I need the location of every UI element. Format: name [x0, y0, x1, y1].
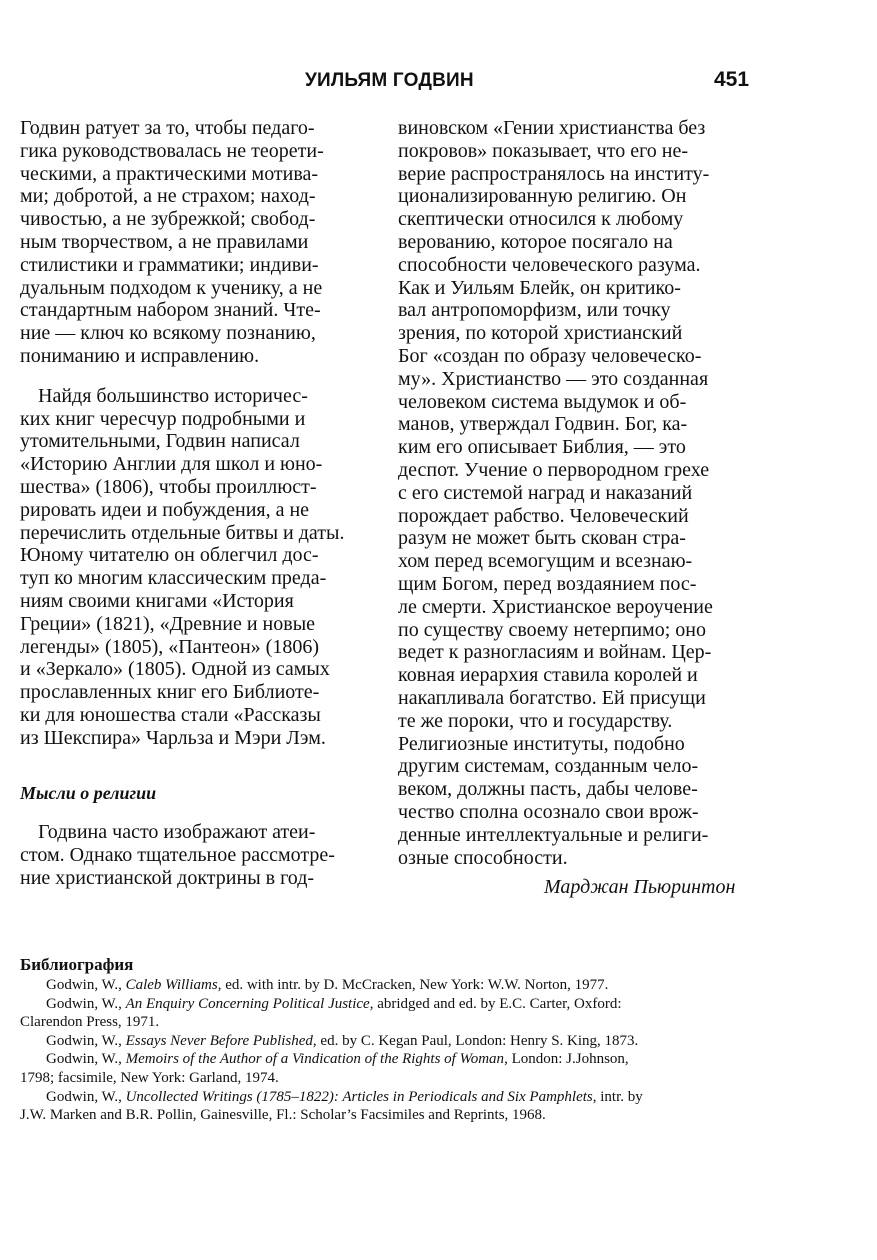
bibliography-entry	[20, 1050, 760, 1087]
entry-first-line	[20, 995, 760, 1014]
text-line: и «Зеркало» (1805). Одной из самых	[20, 658, 330, 681]
text-line: перечислить отдельные битвы и даты.	[20, 521, 345, 544]
text-line: верованию, которое посягало на	[398, 230, 673, 253]
text-line: виновском «Гении христианства без	[398, 117, 706, 139]
text-line: порождает рабство. Человеческий	[398, 504, 689, 527]
text-line: Как и Уильям Блейк, он критико-	[398, 276, 681, 299]
bibliography-entry	[20, 1088, 760, 1125]
text-line: туп ко многим классическим преда-	[20, 567, 327, 590]
text-line: по существу своему нетерпимо; оно	[398, 618, 706, 641]
text-line: веком, должны пасть, дабы челове-	[398, 778, 698, 801]
entry-first-line	[20, 1088, 760, 1107]
text-line: Религиозные институты, подобно	[398, 732, 685, 755]
entry-first-line	[20, 1050, 760, 1069]
text-line: Юному читателю он облегчил дос-	[20, 544, 319, 567]
bibliography-heading: Библиография	[20, 955, 134, 974]
text-line: утомительными, Годвин написал	[20, 430, 300, 453]
right-column	[398, 117, 756, 869]
text-line: ким его описывает Библия, — это	[398, 436, 686, 459]
text-line: Бог «создан по образу человеческо-	[398, 344, 702, 367]
text-line: му». Христианство — это созданная	[398, 367, 709, 390]
text-line: деспот. Учение о первородном грехе	[398, 458, 710, 481]
text-line: дуальным подходом к ученику, а не	[20, 276, 323, 299]
text-line: с его системой наград и наказаний	[398, 481, 693, 504]
text-line: способности человеческого разума.	[398, 253, 701, 276]
text-line: ми; добротой, а не страхом; наход-	[20, 185, 316, 208]
entry-details: , intr. by	[592, 1088, 643, 1105]
text-line: зрения, по которой христианский	[398, 322, 683, 345]
text-line: гика руководствовалась не теорети-	[20, 139, 324, 162]
text-line: другим системам, созданным чело-	[398, 755, 699, 778]
running-title: УИЛЬЯМ ГОДВИН	[305, 70, 474, 91]
entry-first-line	[20, 976, 760, 995]
left-column	[20, 117, 365, 890]
entry-continuation: J.W. Marken and B.R. Pollin, Gainesville, Fl.: Scholar’s Facsimiles and Reprints, 1968.	[20, 1107, 546, 1124]
text-line: ние — ключ ко всякому познанию,	[20, 322, 316, 345]
entry-author: Godwin, W.,	[46, 1032, 126, 1049]
text-line: стом. Однако тщательное рассмотре-	[20, 844, 335, 867]
text-line: Годвина часто изображают атеи-	[38, 821, 316, 844]
text-line: покровов» показывает, что его не-	[398, 139, 689, 162]
entry-title: Uncollected Writings (1785–1822): Articles in Periodicals and Six Pamphlets	[125, 1088, 593, 1105]
bibliography-entry	[20, 976, 760, 995]
article-author: Марджан Пьюринтон	[544, 876, 736, 898]
text-line: «Историю Англии для школ и юно-	[20, 453, 323, 476]
entry-title: Caleb Williams	[125, 977, 218, 993]
text-line: те же пороки, что и государству.	[398, 709, 673, 732]
entry-details: , ed. by C. Kegan Paul, London: Henry S. King, 1873.	[312, 1032, 639, 1049]
entry-author: Godwin, W.,	[46, 977, 126, 993]
entry-continuation: 1798; facsimile, New York: Garland, 1974.	[20, 1069, 279, 1086]
entry-author: Godwin, W.,	[46, 1088, 126, 1105]
section-gap	[20, 804, 365, 821]
entry-title: Essays Never Before Published	[125, 1032, 313, 1049]
text-line: денные интеллектуальные и религи-	[398, 823, 709, 846]
text-line: хом перед всемогущим и всезнаю-	[398, 550, 693, 573]
text-line: легенды» (1805), «Пантеон» (1806)	[20, 635, 319, 658]
text-line: ческими, а практическими мотива-	[20, 162, 319, 185]
section-gap	[20, 750, 365, 782]
text-line: чивостью, а не зубрежкой; свобод-	[20, 208, 316, 231]
entry-author: Godwin, W.,	[46, 1051, 126, 1068]
text-line: стилистики и грамматики; индиви-	[20, 253, 319, 276]
text-line: ковная иерархия ставила королей и	[398, 664, 698, 687]
text-line: шества» (1806), чтобы проиллюст-	[20, 475, 317, 498]
text-line: прославленных книг его Библиоте-	[20, 681, 320, 704]
text-line: скептически относился к любому	[398, 208, 684, 231]
text-line: из Шекспира» Чарльза и Мэри Лэм.	[20, 726, 326, 749]
text-line: щим Богом, перед воздаянием пос-	[398, 572, 697, 595]
text-line: рировать идеи и побуждения, а не	[20, 498, 310, 521]
text-line: ным творчеством, а не правилами	[20, 230, 309, 253]
text-line: ционализированную религию. Он	[398, 185, 687, 208]
paragraph-religion-intro	[20, 821, 365, 889]
text-line: Годвин ратует за то, чтобы педаго-	[20, 117, 315, 139]
bibliography-entry	[20, 1032, 760, 1051]
text-line: накапливала богатство. Ей присущи	[398, 686, 706, 709]
text-line: ле смерти. Христианское вероучение	[398, 595, 713, 618]
paragraph-pedagogy	[20, 117, 365, 368]
paragraph-gap	[20, 368, 365, 385]
entry-details: , London: J.Johnson,	[504, 1051, 629, 1068]
entry-title: Memoirs of the Author of a Vindication of the Rights of Woman	[125, 1051, 505, 1068]
text-line: человеком система выдумок и об-	[398, 390, 687, 413]
entry-details: , ed. with intr. by D. McCracken, New York: W.W. Norton, 1977.	[217, 977, 609, 993]
text-line: озные способности.	[398, 846, 568, 869]
entry-details: , abridged and ed. by E.C. Carter, Oxford:	[369, 995, 622, 1012]
text-line: Греции» (1821), «Древние и новые	[20, 612, 316, 635]
bibliography-entry	[20, 995, 760, 1032]
text-line: пониманию и исправлению.	[20, 344, 260, 367]
text-line: ние христианской доктрины в год-	[20, 866, 315, 889]
entry-continuation: Clarendon Press, 1971.	[20, 1014, 160, 1031]
text-line: верие распространялось на институ-	[398, 162, 710, 185]
text-line: ниям своими книгами «История	[20, 589, 294, 612]
text-line: стандартным набором знаний. Чте-	[20, 299, 321, 322]
bibliography	[20, 956, 760, 1125]
entry-author: Godwin, W.,	[46, 995, 126, 1012]
section-heading: Мысли о религии	[20, 782, 157, 803]
text-line: чество сполна осознало свои врож-	[398, 800, 699, 823]
text-line: разум не может быть скован стра-	[398, 527, 686, 550]
text-line: Найдя большинство историчес-	[38, 384, 308, 407]
page-number: 451	[714, 68, 750, 91]
text-line: ведет к разногласиям и войнам. Цер-	[398, 641, 712, 664]
text-line: ки для юношества стали «Рассказы	[20, 703, 321, 726]
text-line: вал антропоморфизм, или точку	[398, 299, 671, 322]
text-line: манов, утверждал Годвин. Бог, ка-	[398, 413, 688, 436]
entry-title: An Enquiry Concerning Political Justice	[125, 995, 370, 1012]
paragraph-history-books	[20, 385, 365, 750]
text-line: ких книг чересчур подробными и	[20, 407, 306, 430]
entry-first-line	[20, 1032, 760, 1051]
